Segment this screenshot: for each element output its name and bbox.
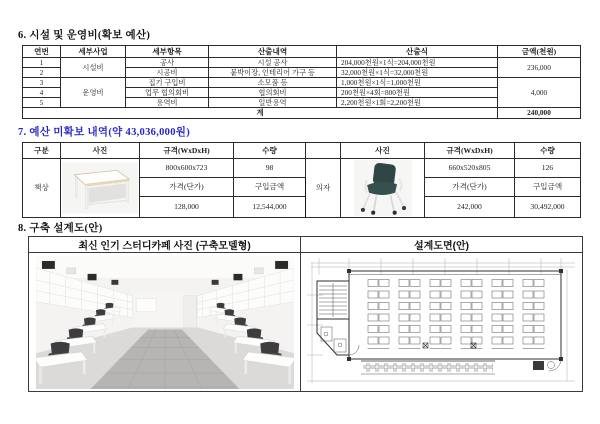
- cell-amount: 236,000: [498, 58, 581, 78]
- desk-purchase-label: 구입금액: [234, 178, 306, 197]
- cell-project: 시설비: [61, 58, 126, 78]
- table-header-row: [23, 46, 581, 58]
- table-header-row: [29, 237, 583, 253]
- chair-spec: 660x520x805: [425, 159, 515, 178]
- cell-formula: 2,200천원×1회=2,200천원: [337, 98, 498, 108]
- studycafe-photo-cell: [29, 253, 301, 392]
- cell-amount: 4,000: [498, 78, 581, 108]
- cell-item: 공사: [126, 58, 209, 68]
- table-total-row: [23, 108, 581, 119]
- col-qty-2: 수량: [515, 143, 581, 159]
- desk-qty: 98: [234, 159, 306, 178]
- col-detail: 산출내역: [209, 46, 337, 58]
- cell-no: 3: [23, 78, 61, 88]
- cell-formula: 200천원×4회=800천원: [337, 88, 498, 98]
- chair-category: 의자: [306, 159, 341, 218]
- cell-formula: 32,000천원×1식=32,000천원: [337, 68, 498, 78]
- chair-purchase-label: 구입금액: [515, 178, 581, 197]
- studycafe-photo-header: 최신 인기 스터디카페 사진 (구축모델형): [29, 237, 301, 253]
- col-project: 세부사업: [61, 46, 126, 58]
- col-formula: 산출식: [337, 46, 498, 58]
- col-spec: 규격(WxDxH): [140, 143, 234, 159]
- desk-photo-cell: [61, 159, 140, 218]
- cell-item: 집기 구입비: [126, 78, 209, 88]
- desk-price-label: 가격(단가): [140, 178, 234, 197]
- floorplan-header: 설계도면(안): [301, 237, 583, 253]
- col-category-2: [306, 143, 341, 159]
- cell-item: 업무 협의회비: [126, 88, 209, 98]
- cell-no: 1: [23, 58, 61, 68]
- cell-item: 시공비: [126, 68, 209, 78]
- cell-item: 용역비: [126, 98, 209, 108]
- table-row: [23, 78, 581, 88]
- section6-heading: 6. 시설 및 운영비(확보 예산): [18, 30, 151, 41]
- desk-product-photo: [62, 161, 138, 215]
- cell-detail: 시설 공사: [209, 58, 337, 68]
- desk-spec: 800x600x723: [140, 159, 234, 178]
- secured-budget-table: [22, 45, 581, 119]
- floorplan-cell: [301, 253, 583, 392]
- desk-price: 128,000: [140, 197, 234, 218]
- cell-no: 2: [23, 68, 61, 78]
- table-header-row: [23, 143, 581, 159]
- col-spec-2: 규격(WxDxH): [425, 143, 515, 159]
- cell-detail: 일반용역: [209, 98, 337, 108]
- col-photo: 사진: [61, 143, 140, 159]
- cell-no: 4: [23, 88, 61, 98]
- chair-price-label: 가격(단가): [425, 178, 515, 197]
- chair-qty: 126: [515, 159, 581, 178]
- total-amount: 240,000: [498, 108, 581, 119]
- table-row: [29, 253, 583, 392]
- cell-formula: 204,000천원×1식=204,000천원: [337, 58, 498, 68]
- col-category: 구분: [23, 143, 61, 159]
- cell-detail: 붙박이장, 인테리어 가구 등: [209, 68, 337, 78]
- chair-price: 242,000: [425, 197, 515, 218]
- col-amount: 금액(천원): [498, 46, 581, 58]
- design-plan-table: [28, 236, 583, 392]
- study-cafe-interior-photo: [36, 256, 294, 389]
- col-photo-2: 사진: [341, 143, 425, 159]
- col-qty: 수량: [234, 143, 306, 159]
- chair-purchase: 30,492,000: [515, 197, 581, 218]
- desk-purchase: 12,544,000: [234, 197, 306, 218]
- cell-detail: 협의회비: [209, 88, 337, 98]
- section8-heading: 8. 구축 설계도(안): [18, 223, 103, 234]
- cell-project: 운영비: [61, 78, 126, 108]
- table-row: [23, 58, 581, 68]
- table-row: [23, 159, 581, 178]
- cell-no: 5: [23, 98, 61, 108]
- total-label: 계: [23, 108, 498, 119]
- chair-product-photo: [352, 160, 414, 216]
- section7-heading: 7. 예산 미확보 내역(약 43,036,000원): [18, 127, 191, 138]
- chair-photo-cell: [341, 159, 425, 218]
- cell-formula: 1,000천원×1식=1,000천원: [337, 78, 498, 88]
- desk-category: 책상: [23, 159, 61, 218]
- unsecured-budget-table: [22, 142, 581, 218]
- cell-detail: 소모품 등: [209, 78, 337, 88]
- col-item: 세부항목: [126, 46, 209, 58]
- floor-plan-drawing: [305, 255, 579, 389]
- col-no: 연번: [23, 46, 61, 58]
